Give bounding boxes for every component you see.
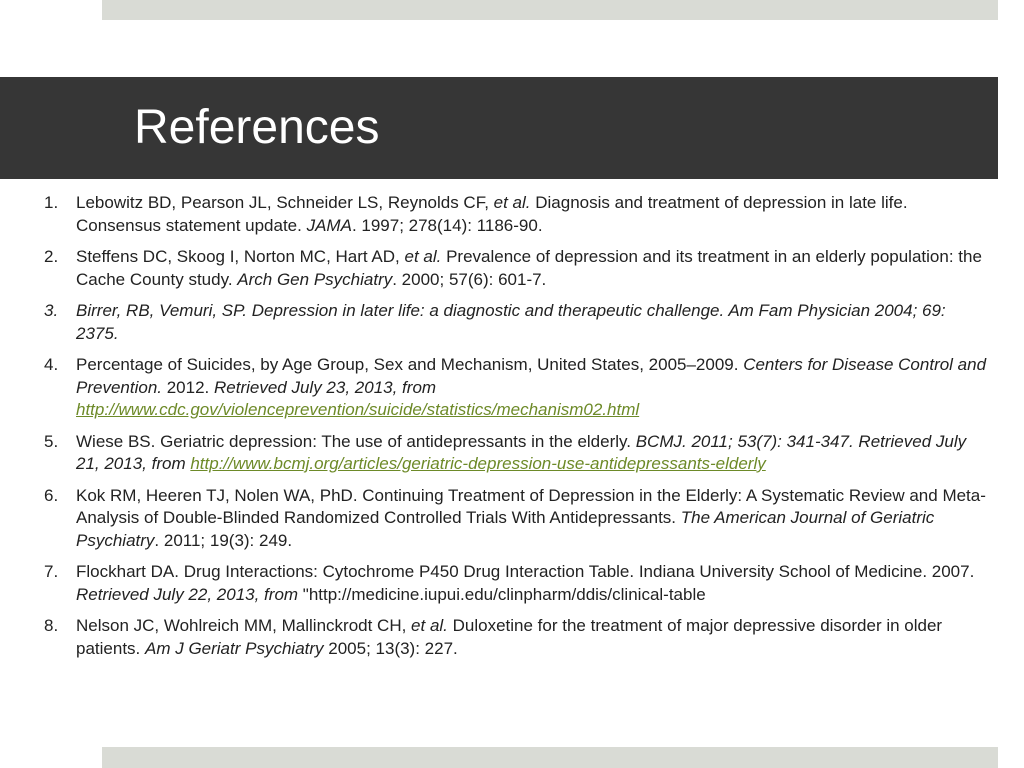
reference-text-italic: et al.: [411, 616, 448, 635]
reference-item-4: [38, 354, 988, 422]
reference-text-italic: Retrieved July 23, 2013, from: [214, 377, 437, 397]
reference-list: [38, 192, 988, 669]
reference-text: Lebowitz BD, Pearson JL, Schneider LS, Reynolds CF,: [76, 193, 494, 212]
reference-text-italic: BCMJ. 2011; 53(7): 341-347. Retrieved July 21, 2013, from: [76, 431, 967, 473]
reference-text-italic: Arch Gen Psychiatry: [237, 269, 393, 289]
reference-text-italic: et al.: [404, 247, 442, 266]
reference-text: Prevalence of depression and its treatment in an elderly population: the Cache County study.: [76, 247, 982, 289]
reference-text: Nelson JC, Wohlreich MM, Mallinckrodt CH,: [76, 616, 412, 635]
slide-title: References: [134, 101, 380, 154]
reference-number: 6.: [44, 485, 59, 505]
reference-text-italic: The American Journal of Geriatric Psychiatry: [76, 508, 935, 550]
reference-number: 1.: [44, 193, 59, 212]
reference-text: Steffens DC, Skoog I, Norton MC, Hart AD,: [76, 247, 405, 266]
reference-text: Kok RM, Heeren TJ, Nolen WA, PhD. Continuing Treatment of Depression in the Elderly: A Systematic Review and Meta-Analysis of Double-Blinded Randomized Controlled Trials With Antidepressants.: [76, 485, 986, 527]
reference-number: 8.: [44, 616, 59, 635]
reference-text-italic: JAMA: [306, 215, 352, 235]
reference-number: 3.: [44, 301, 59, 320]
reference-text: Wiese BS. Geriatric depression: The use of antidepressants in the elderly.: [76, 431, 636, 451]
reference-item-7: [38, 561, 988, 606]
reference-text: Birrer, RB, Vemuri, SP. Depression in later life: a diagnostic and therapeutic challenge. Am Fam Physician 2004; 69: 2375.: [76, 301, 946, 343]
reference-text: 2005; 13(3): 227.: [323, 638, 458, 658]
reference-text: Diagnosis and treatment of depression in late life. Consensus statement update.: [76, 193, 908, 235]
reference-text: Duloxetine for the treatment of major depressive disorder in older patients.: [76, 616, 943, 658]
reference-text: Flockhart DA. Drug Interactions: Cytochrome P450 Drug Interaction Table. Indiana University School of Medicine. 2007.: [76, 562, 975, 581]
reference-text: . 2000; 57(6): 601-7.: [392, 269, 547, 289]
reference-item-5: [38, 431, 988, 476]
title-band: [0, 77, 998, 179]
reference-number: 4.: [44, 355, 59, 374]
reference-item-3: [38, 300, 988, 345]
reference-text-italic: et al.: [493, 193, 531, 212]
reference-text-italic: Centers for Disease Control and Prevention.: [76, 355, 987, 397]
bottom-accent-bar: [102, 747, 998, 768]
reference-item-8: [38, 615, 988, 660]
reference-text-italic: Retrieved July 22, 2013, from: [76, 584, 299, 604]
reference-text-italic: Am J Geriatr Psychiatry: [145, 638, 324, 658]
reference-text: . 2011; 19(3): 249.: [154, 530, 293, 550]
reference-text: 2012.: [162, 377, 214, 397]
reference-link[interactable]: http://www.bcmj.org/articles/geriatric-depression-use-antidepressants-elderly: [190, 454, 766, 473]
reference-text: "http://medicine.iupui.edu/clinpharm/ddis/clinical-table: [298, 584, 706, 604]
reference-text: . 1997; 278(14): 1186-90.: [351, 215, 543, 235]
reference-item-6: [38, 485, 988, 553]
reference-text: Percentage of Suicides, by Age Group, Sex and Mechanism, United States, 2005–2009.: [76, 355, 744, 374]
reference-number: 2.: [44, 247, 59, 266]
reference-link[interactable]: http://www.cdc.gov/violenceprevention/suicide/statistics/mechanism02.html: [76, 400, 640, 419]
reference-item-2: [38, 246, 988, 291]
top-accent-bar: [102, 0, 998, 20]
reference-number: 7.: [44, 562, 59, 581]
reference-item-1: [38, 192, 988, 237]
reference-number: 5.: [44, 431, 59, 451]
